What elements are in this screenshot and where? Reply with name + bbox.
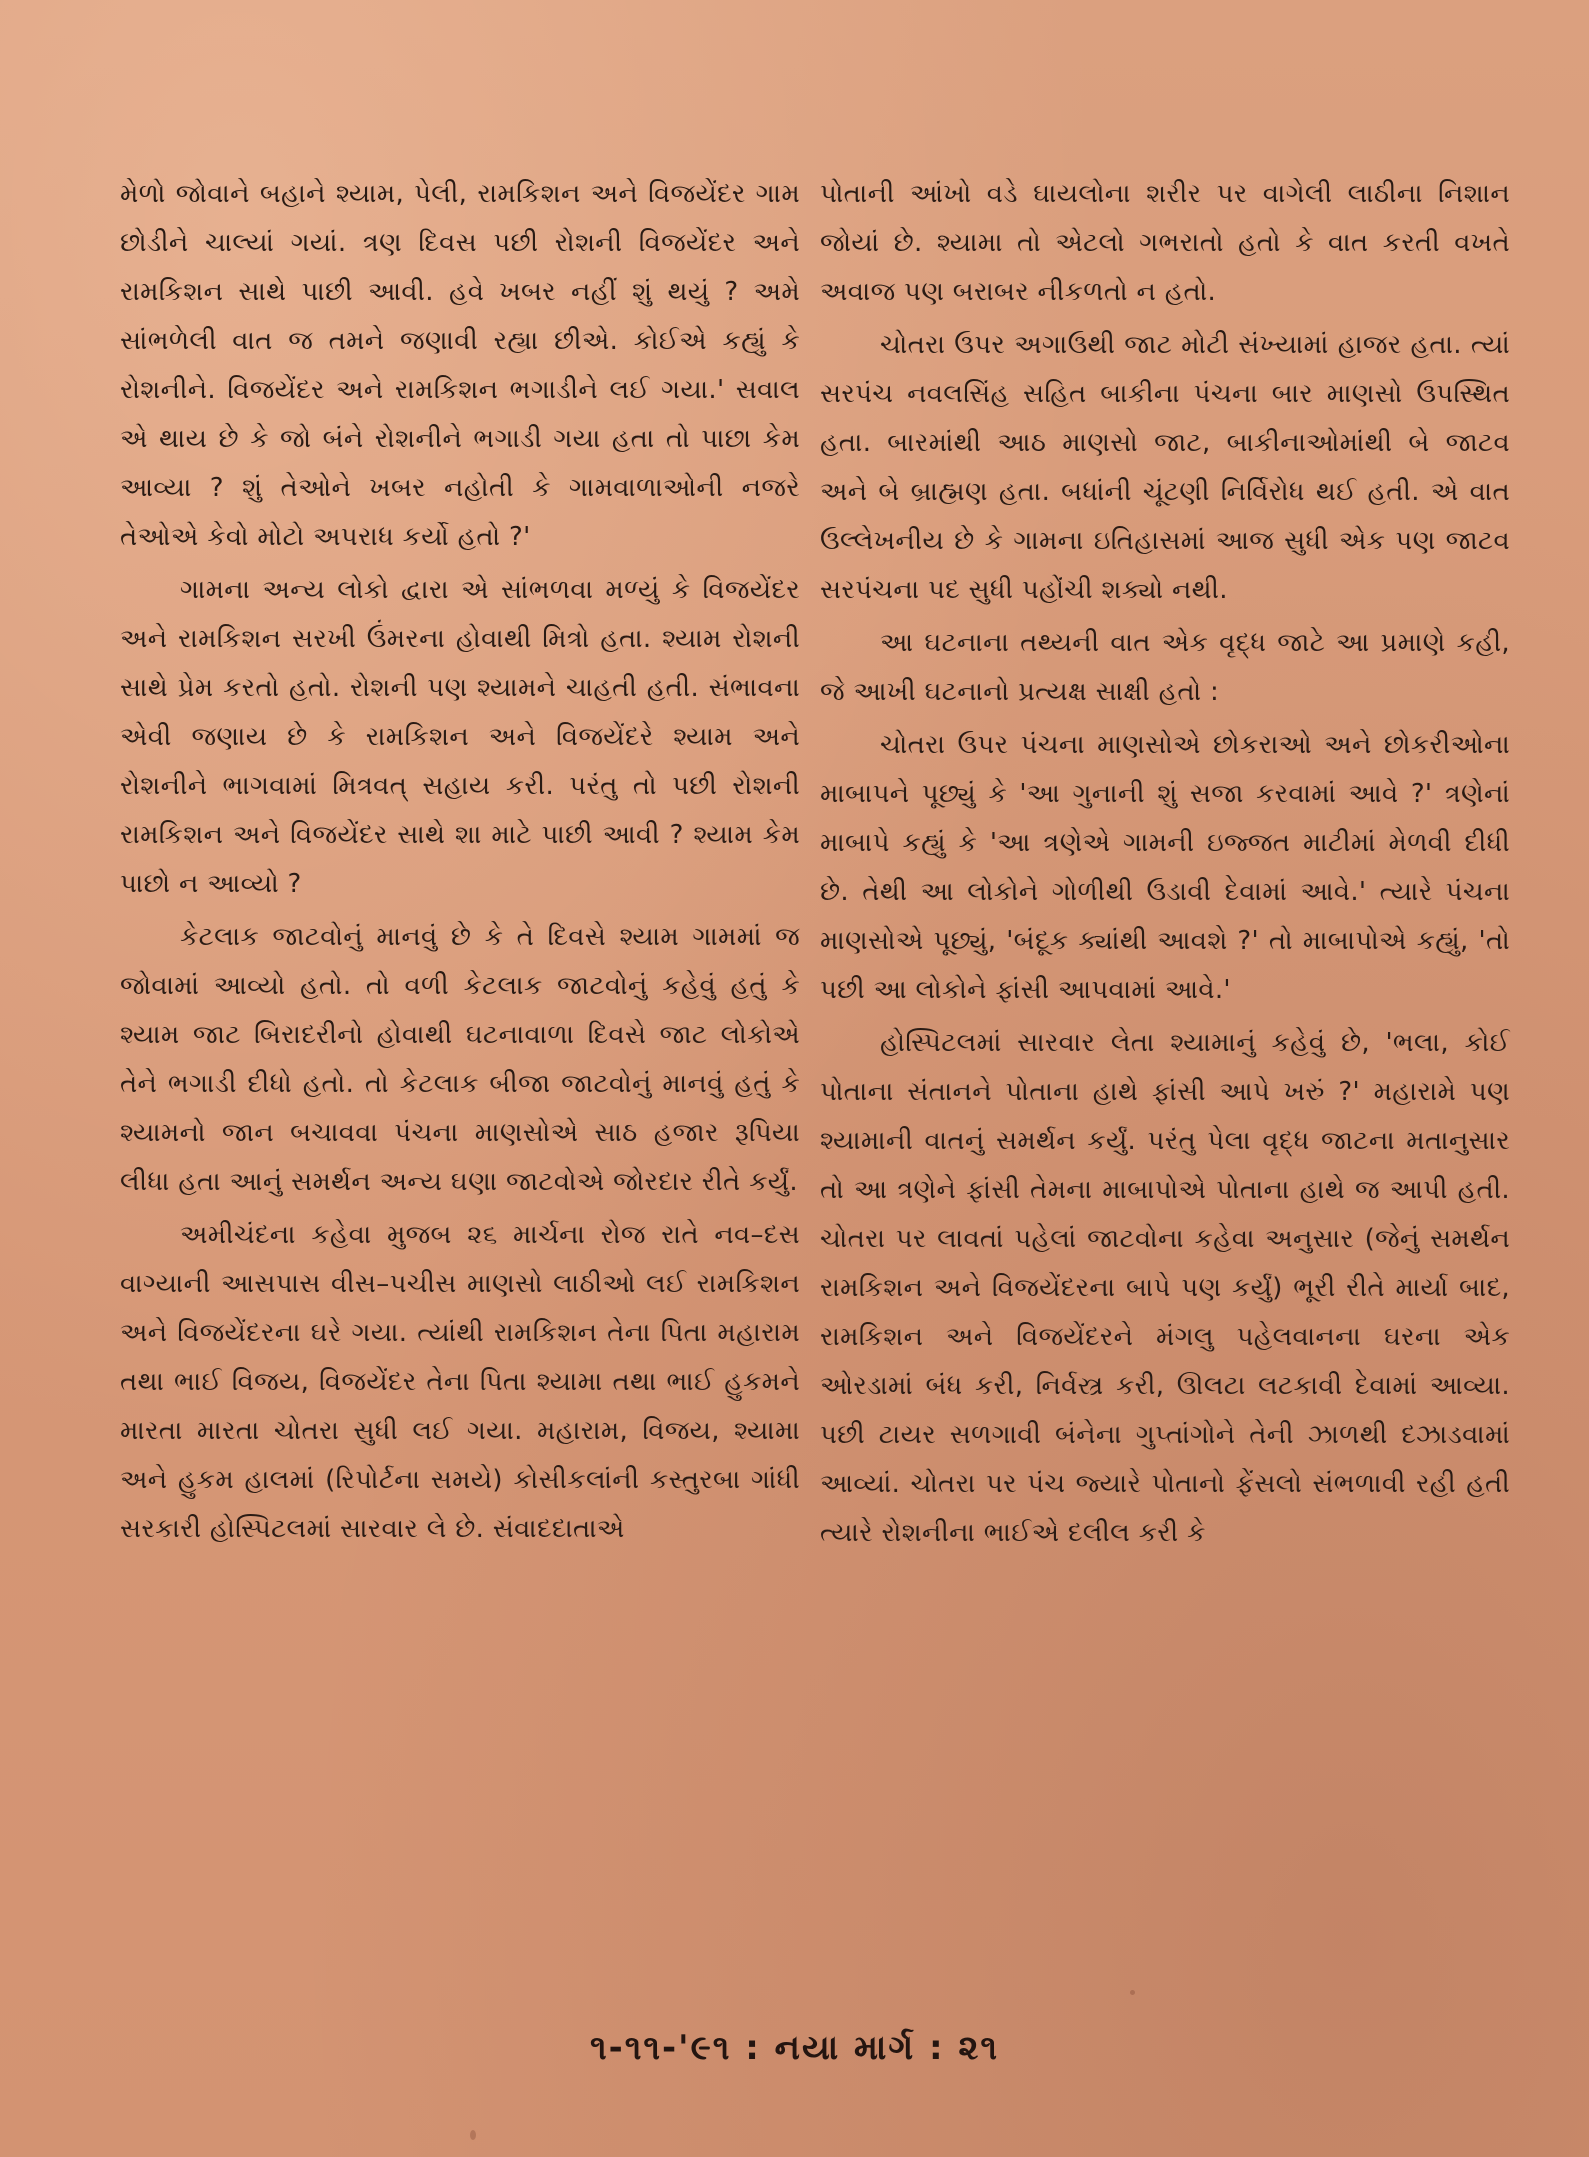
paragraph: પોતાની આંખો વડે ઘાયલોના શરીર પર વાગેલી લાઠીના નિશાન જોયાં છે. શ્યામા તો એટલો ગભરાતો હતો કે વાત કરતી વખતે અવાજ પણ બરાબર નીકળતો ન હતો. <box>820 179 1510 307</box>
paragraph: આ ઘટનાના તથ્યની વાત એક વૃદ્ધ જાટે આ પ્રમાણે કહી, જે આખી ઘટનાનો પ્રત્યક્ષ સાક્ષી હતો : <box>820 628 1510 707</box>
page-footer: ૧-૧૧-'૯૧ : નયા માર્ગ : ૨૧ <box>589 2028 1000 2068</box>
paragraph: અમીચંદના કહેવા મુજબ ૨૬ માર્ચના રોજ રાતે નવ–દસ વાગ્યાની આસપાસ વીસ–પચીસ માણસો લાઠીઓ લઈ રામકિશન અને વિજયેંદરના ઘરે ગયા. ત્યાંથી રામકિશન તેના પિતા મહારામ તથા ભાઈ વિજય, વિજયેંદર તેના પિતા શ્યામા તથા ભાઈ હુકમને મારતા મારતા ચોતરા સુધી લઈ ગયા. મહારામ, વિજય, શ્યામા અને હુકમ હાલમાં (રિપોર્ટના સમયે) કોસીકલાંની કસ્તુરબા ગાંધી સરકારી હોસ્પિટલમાં સારવાર લે છે. સંવાદદાતાએ <box>120 1220 800 1544</box>
paragraph: ગામના અન્ય લોકો દ્વારા એ સાંભળવા મળ્યું કે વિજયેંદર અને રામકિશન સરખી ઉંમરના હોવાથી મિત્રો હતા. શ્યામ રોશની સાથે પ્રેમ કરતો હતો. રોશની પણ શ્યામને ચાહતી હતી. સંભાવના એવી જણાય છે કે રામકિશન અને વિજયેંદરે શ્યામ અને રોશનીને ભાગવામાં મિત્રવત્ સહાય કરી. પરંતુ તો પછી રોશની રામકિશન અને વિજયેંદર સાથે શા માટે પાછી આવી ? શ્યામ કેમ પાછો ન આવ્યો ? <box>120 575 800 899</box>
paragraph: મેળો જોવાને બહાને શ્યામ, પેલી, રામકિશન અને વિજયેંદર ગામ છોડીને ચાલ્યાં ગયાં. ત્રણ દિવસ પછી રોશની વિજયેંદર અને રામકિશન સાથે પાછી આવી. હવે ખબર નહીં શું થયું ? અમે સાંભળેલી વાત જ તમને જણાવી રહ્યા છીએ. કોઈએ કહ્યું કે રોશનીને. વિજયેંદર અને રામકિશન ભગાડીને લઈ ગયા.' સવાલ એ થાય છે કે જો બંને રોશનીને ભગાડી ગયા હતા તો પાછા કેમ આવ્યા ? શું તેઓને ખબર નહોતી કે ગામવાળાઓની નજરે તેઓએ કેવો મોટો અપરાધ કર્યો હતો ?' <box>120 179 800 552</box>
paragraph: ચોતરા ઉપર પંચના માણસોએ છોકરાઓ અને છોકરીઓના માબાપને પૂછ્યું કે 'આ ગુનાની શું સજા કરવામાં આવે ?' ત્રણેનાં માબાપે કહ્યું કે 'આ ત્રણેએ ગામની ઇજ્જત માટીમાં મેળવી દીધી છે. તેથી આ લોકોને ગોળીથી ઉડાવી દેવામાં આવે.' ત્યારે પંચના માણસોએ પૂછ્યું, 'બંદૂક ક્યાંથી આવશે ?' તો માબાપોએ કહ્યું, 'તો પછી આ લોકોને ફાંસી આપવામાં આવે.' <box>820 730 1510 1005</box>
right-column <box>820 170 1510 1562</box>
paper-spot <box>1130 1990 1135 1995</box>
paragraph: ચોતરા ઉપર અગાઉથી જાટ મોટી સંખ્યામાં હાજર હતા. ત્યાં સરપંચ નવલસિંહ સહિત બાકીના પંચના બાર માણસો ઉપસ્થિત હતા. બારમાંથી આઠ માણસો જાટ, બાકીનાઓમાંથી બે જાટવ અને બે બ્રાહ્મણ હતા. બધાંની ચૂંટણી નિર્વિરોધ થઈ હતી. એ વાત ઉલ્લેખનીય છે કે ગામના ઇતિહાસમાં આજ સુધી એક પણ જાટવ સરપંચના પદ સુધી પહોંચી શક્યો નથી. <box>820 330 1510 605</box>
paper-spot <box>470 2130 476 2140</box>
paragraph: કેટલાક જાટવોનું માનવું છે કે તે દિવસે શ્યામ ગામમાં જ જોવામાં આવ્યો હતો. તો વળી કેટલાક જાટવોનું કહેવું હતું કે શ્યામ જાટ બિરાદરીનો હોવાથી ઘટનાવાળા દિવસે જાટ લોકોએ તેને ભગાડી દીધો હતો. તો કેટલાક બીજા જાટવોનું માનવું હતું કે શ્યામનો જાન બચાવવા પંચના માણસોએ સાઠ હજાર રૂપિયા લીધા હતા આનું સમર્થન અન્ય ઘણા જાટવોએ જોરદાર રીતે કર્યું. <box>120 922 800 1197</box>
left-column <box>120 170 800 1558</box>
paragraph: હોસ્પિટલમાં સારવાર લેતા શ્યામાનું કહેવું છે, 'ભલા, કોઈ પોતાના સંતાનને પોતાના હાથે ફાંસી આપે ખરું ?' મહારામે પણ શ્યામાની વાતનું સમર્થન કર્યું. પરંતુ પેલા વૃદ્ધ જાટના મતાનુસાર તો આ ત્રણેને ફાંસી તેમના માબાપોએ પોતાના હાથે જ આપી હતી. ચોતરા પર લાવતાં પહેલાં જાટવોના કહેવા અનુસાર (જેનું સમર્થન રામકિશન અને વિજયેંદરના બાપે પણ કર્યું) ભૂરી રીતે માર્યા બાદ, રામકિશન અને વિજયેંદરને મંગલુ પહેલવાનના ઘરના એક ઓરડામાં બંધ કરી, નિર્વસ્ત્ર કરી, ઊલટા લટકાવી દેવામાં આવ્યા. પછી ટાયર સળગાવી બંનેના ગુપ્તાંગોને તેની ઝાળથી દઝાડવામાં આવ્યાં. ચોતરા પર પંચ જ્યારે પોતાનો ફેંસલો સંભળાવી રહી હતી ત્યારે રોશનીના ભાઈએ દલીલ કરી કે <box>820 1028 1511 1548</box>
